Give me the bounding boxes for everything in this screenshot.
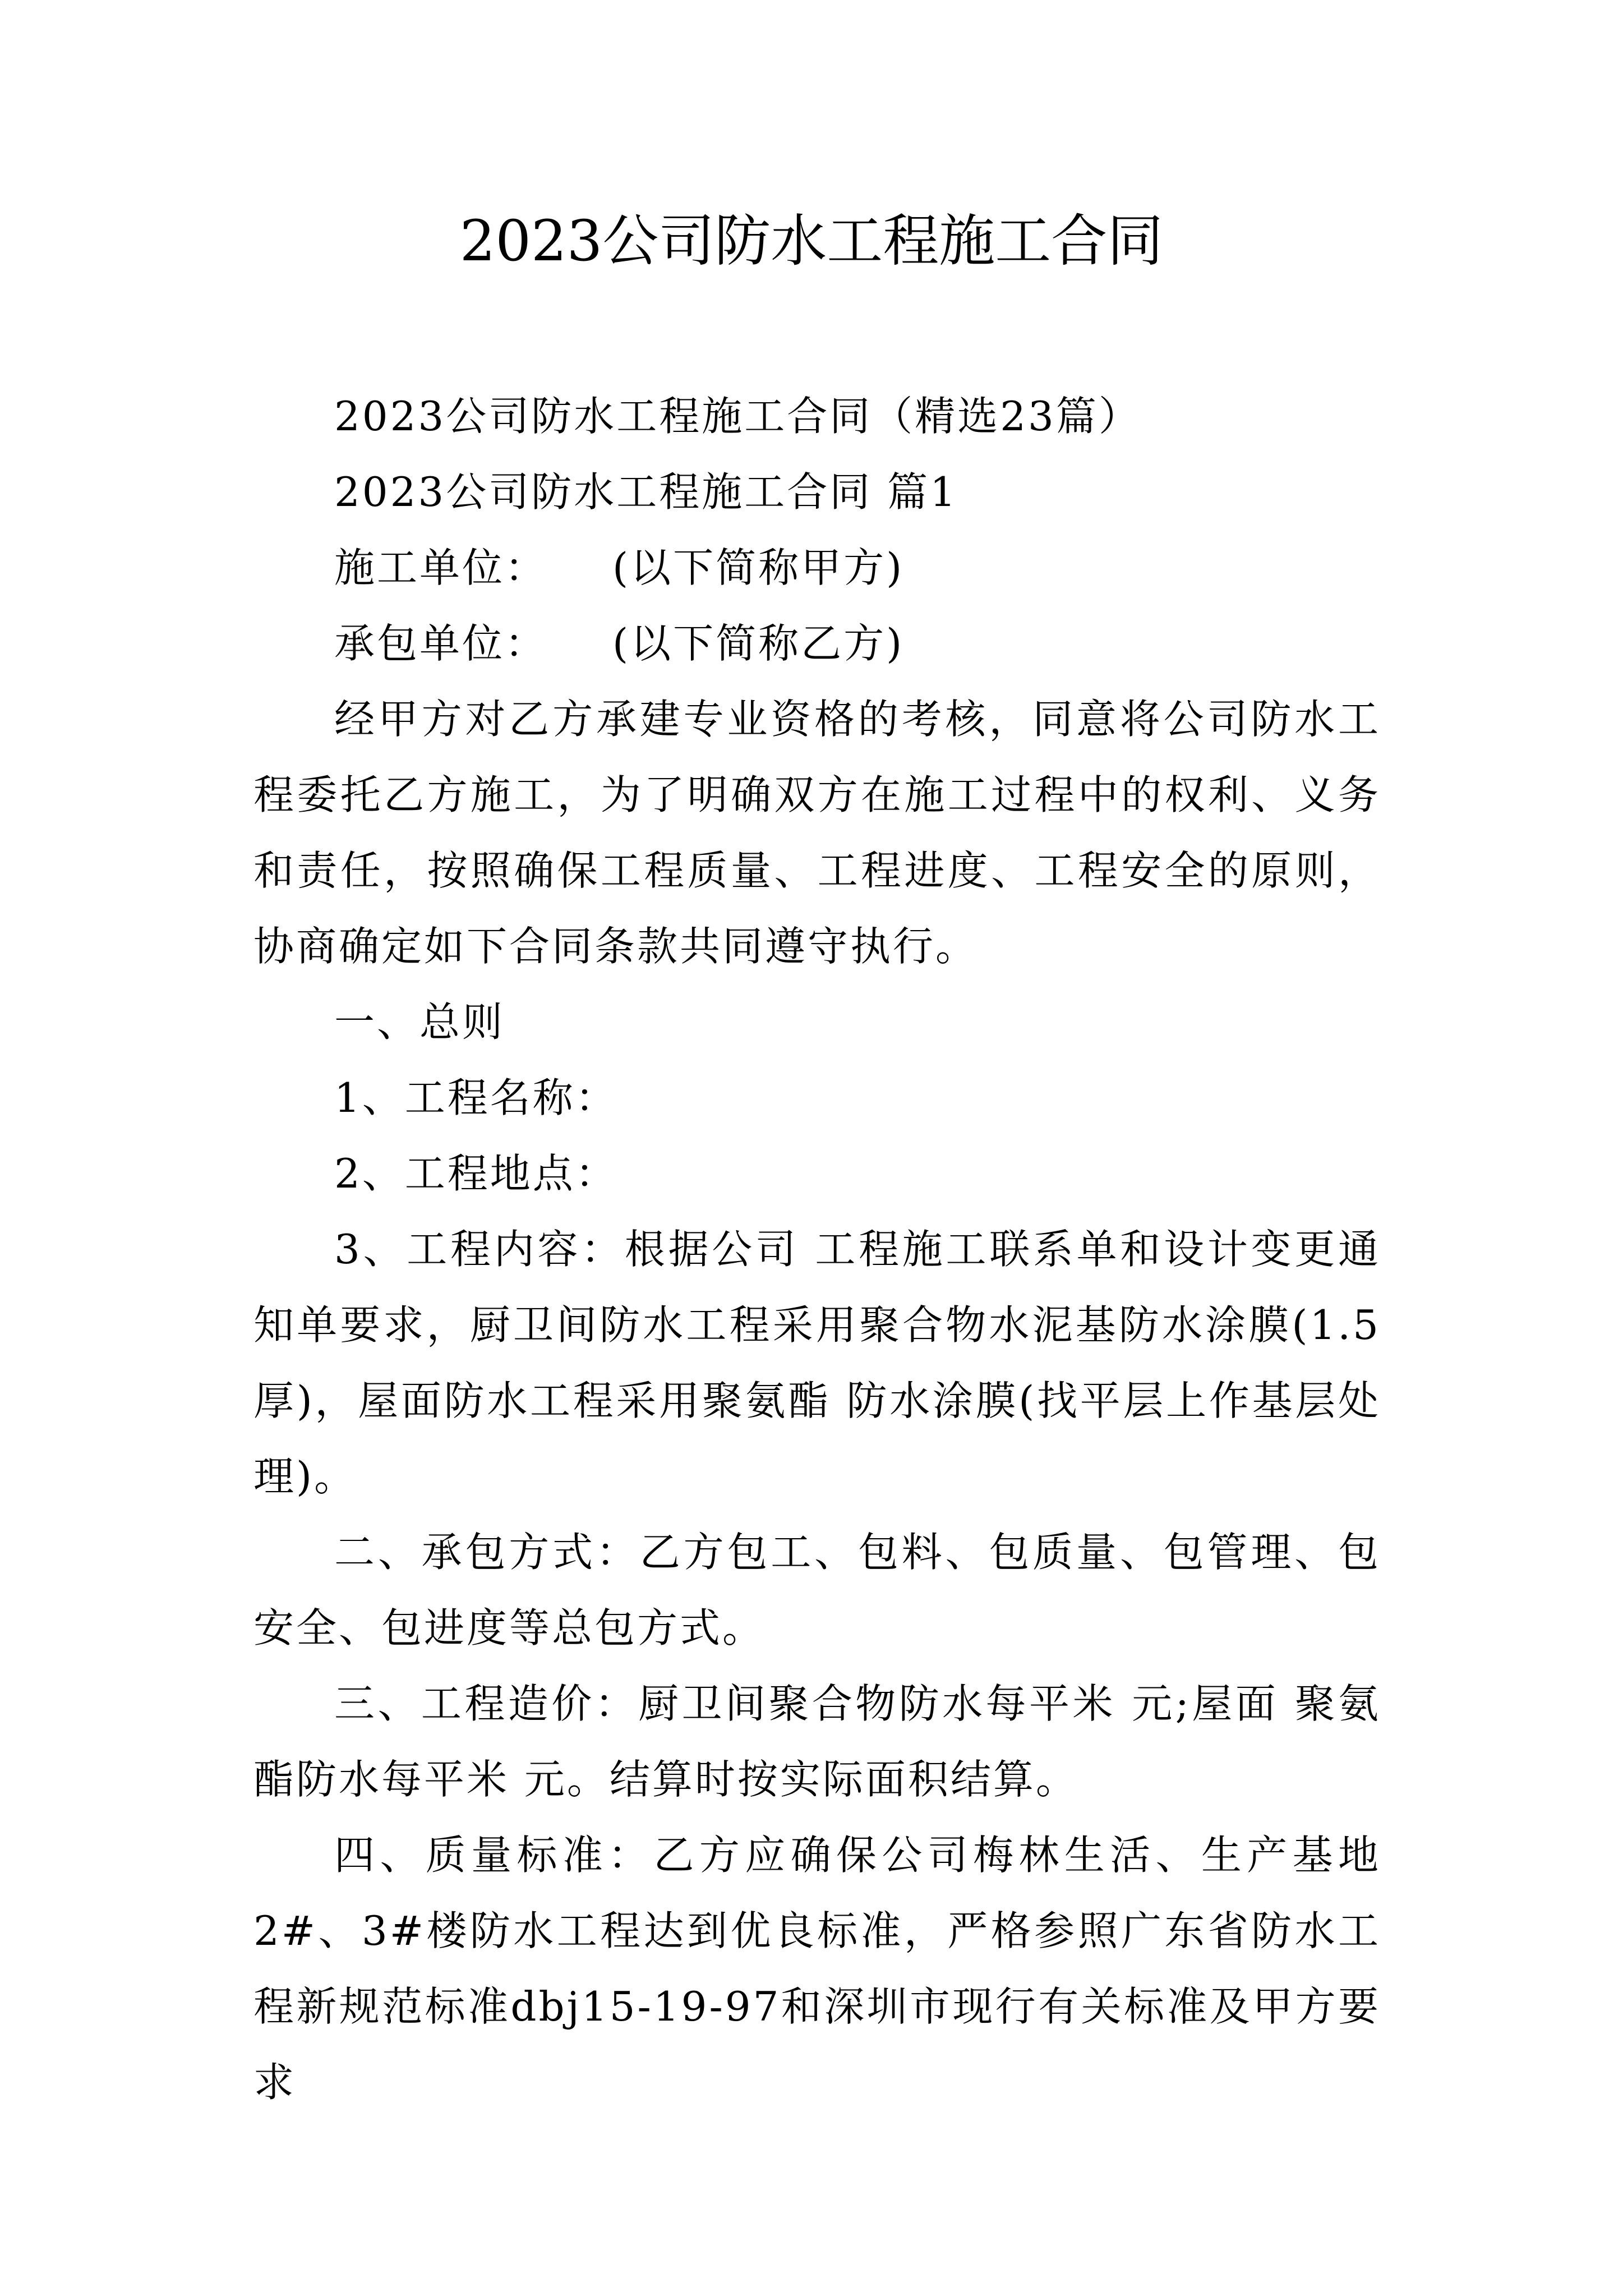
paragraph-party-b: 承包单位： (以下简称乙方) xyxy=(334,620,905,667)
paragraph-project-cost: 三、工程造价：厨卫间聚合物防水每平米 元;屋面 聚氨酯防水每平米 元。结算时按实际面积结算。 xyxy=(253,1680,1381,1803)
paragraph-subtitle: 2023公司防水工程施工合同（精选23篇） xyxy=(334,393,1141,440)
paragraph-project-name: 1、工程名称： xyxy=(334,1074,618,1121)
document-title: 2023公司防水工程施工合同 xyxy=(459,208,1164,274)
paragraph-contract-method: 二、承包方式：乙方包工、包料、包质量、包管理、包安全、包进度等总包方式。 xyxy=(253,1529,1381,1651)
paragraph-project-content: 3、工程内容：根据公司 工程施工联系单和设计变更通知单要求，厨卫间防水工程采用聚合物水泥基防水涂膜(1.5厚)，屋面防水工程采用聚氨酯 防水涂膜(找平层上作基层处理)。 xyxy=(253,1226,1381,1500)
paragraph-preamble: 经甲方对乙方承建专业资格的考核，同意将公司防水工程委托乙方施工，为了明确双方在施工过程中的权利、义务和责任，按照确保工程质量、工程进度、工程安全的原则，协商确定如下合同条款共同遵守执行。 xyxy=(253,696,1381,970)
paragraph-project-location: 2、工程地点： xyxy=(334,1150,618,1197)
paragraph-section-heading: 2023公司防水工程施工合同 篇1 xyxy=(334,468,958,516)
paragraph-general-heading: 一、总则 xyxy=(334,999,505,1046)
paragraph-quality-standard: 四、质量标准：乙方应确保公司梅林生活、生产基地2#、3#楼防水工程达到优良标准，严格参照广东省防水工程新规范标准dbj15-19-97和深圳市现行有关标准及甲方要求 xyxy=(253,1832,1381,2106)
document-body xyxy=(253,379,1381,2120)
paragraph-party-a: 施工单位： (以下简称甲方) xyxy=(334,544,905,591)
